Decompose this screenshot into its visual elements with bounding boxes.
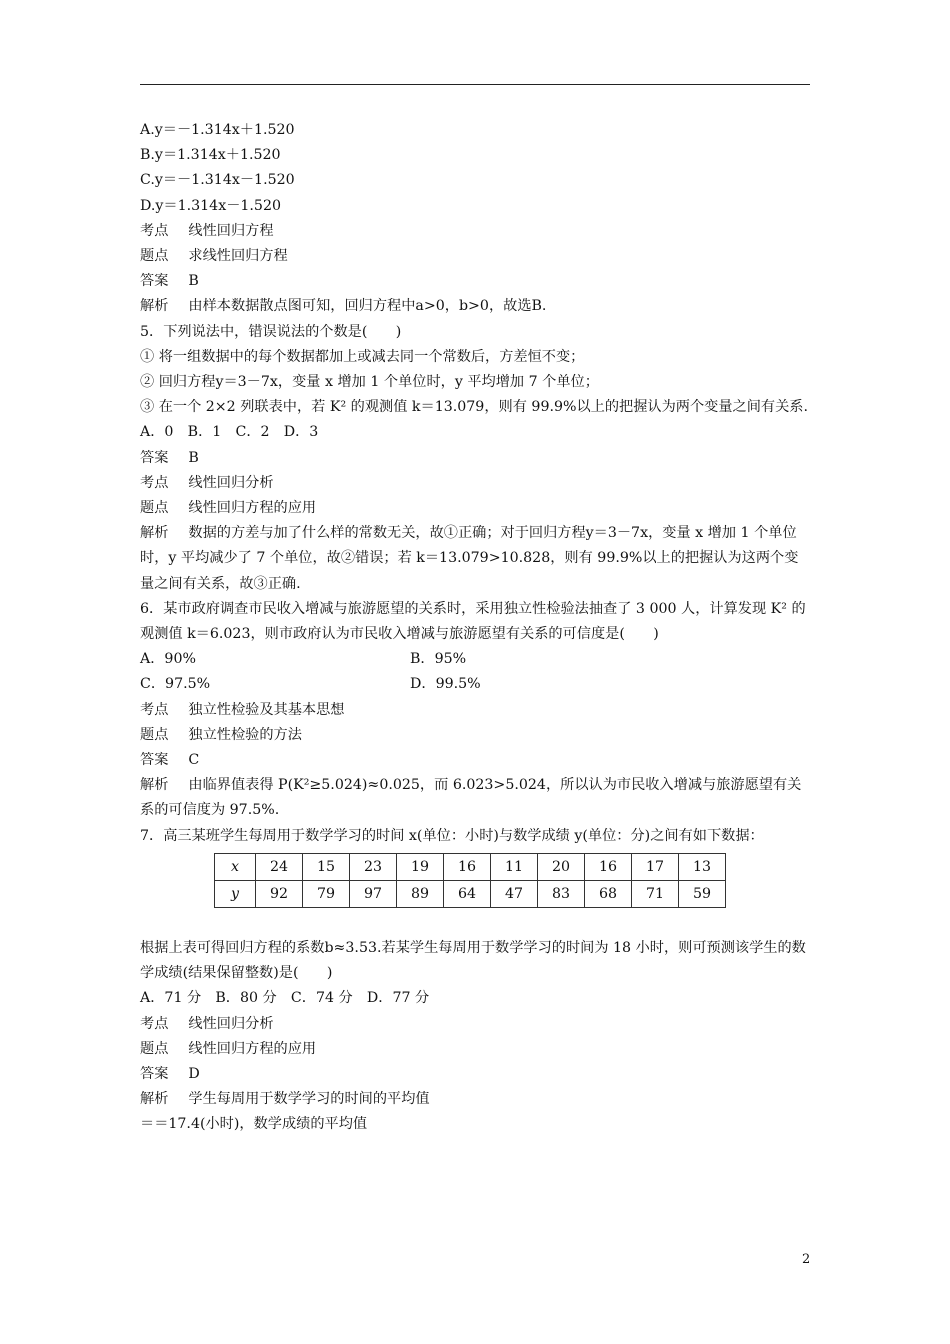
q6-kaodian: 考点 独立性检验及其基本思想 [140, 701, 345, 718]
q5-statement-2: ② 回归方程y＝3－7x，变量 x 增加 1 个单位时，y 平均增加 7 个单位； [140, 374, 599, 391]
q6-options-row-2 [140, 672, 812, 697]
q6-option-d: D．99.5% [410, 676, 481, 693]
q6-answer: 答案 C [140, 752, 200, 769]
table-cell: 59 [679, 880, 726, 907]
q7-data-table [214, 853, 726, 908]
q4-option-d: D.y＝1.314x－1.520 [140, 197, 282, 214]
header-rule [140, 84, 810, 85]
q6-tidian: 题点 独立性检验的方法 [140, 726, 302, 743]
q7-after-table: 根据上表可得回归方程的系数b≈3.53.若某学生每周用于数学学习的时间为 18 小时，则可预测该学生的数学成绩(结果保留整数)是( ) [140, 939, 806, 982]
table-cell: 23 [350, 853, 397, 880]
table-cell: 13 [679, 853, 726, 880]
table-header-x: x [215, 853, 256, 880]
page-number: 2 [802, 1252, 811, 1267]
table-cell: 64 [444, 880, 491, 907]
table-cell: 89 [397, 880, 444, 907]
q7-stem: 7．高三某班学生每周用于数学学习的时间 x(单位：小时)与数学成绩 y(单位：分)之间有如下数据： [140, 827, 764, 844]
q6-jiexi: 解析 由临界值表得 P(K²≥5.024)≈0.025，而 6.023>5.024，所以认为市民收入增减与旅游愿望有关系的可信度为 97.5%. [140, 777, 802, 819]
q4-answer: 答案 B [140, 273, 199, 290]
q6-option-a: A．90% [140, 651, 196, 668]
table-cell: 20 [538, 853, 585, 880]
table-cell: 16 [585, 853, 632, 880]
q6-option-b: B．95% [410, 651, 467, 668]
table-cell: 19 [397, 853, 444, 880]
q5-statement-1: ① 将一组数据中的每个数据都加上或减去同一个常数后，方差恒不变； [140, 348, 585, 365]
table-cell: 47 [491, 880, 538, 907]
q7-tidian: 题点 线性回归方程的应用 [140, 1040, 317, 1057]
q4-kaodian: 考点 线性回归方程 [140, 222, 274, 239]
q7-last-line: ＝＝17.4(小时)，数学成绩的平均值 [140, 1116, 368, 1133]
table-cell: 97 [350, 880, 397, 907]
table-header-y: y [215, 880, 256, 907]
q5-tidian: 题点 线性回归方程的应用 [140, 500, 317, 517]
q7-choices: A．71 分 B．80 分 C．74 分 D．77 分 [140, 990, 430, 1007]
table-cell: 11 [491, 853, 538, 880]
q7-answer: 答案 D [140, 1065, 200, 1082]
q5-statement-3: ③ 在一个 2×2 列联表中，若 K² 的观测值 k＝13.079，则有 99.9%以上的把握认为两个变量之间有关系. [140, 399, 808, 416]
spacer [140, 914, 812, 936]
table-cell: 17 [632, 853, 679, 880]
table-cell: 92 [256, 880, 303, 907]
table-cell: 68 [585, 880, 632, 907]
q5-jiexi: 解析 数据的方差与加了什么样的常数无关，故①正确；对于回归方程y＝3－7x，变量 x 增加 1 个单位时，y 平均减少了 7 个单位，故②错误；若 k＝13.079>10.828，则有 99.9%以上的把握认为这两个变量之间有关系，故③正确. [140, 525, 799, 592]
q6-options-row-1 [140, 647, 812, 672]
q4-option-b: B.y＝1.314x＋1.520 [140, 147, 281, 164]
q7-kaodian: 考点 线性回归分析 [140, 1015, 274, 1032]
document-body [140, 118, 812, 1138]
table-cell: 15 [303, 853, 350, 880]
q6-stem: 6．某市政府调查市民收入增减与旅游愿望的关系时，采用独立性检验法抽查了 3 000 人，计算发现 K² 的观测值 k＝6.023，则市政府认为市民收入增减与旅游愿望有关系的可信度是( ) [140, 600, 806, 643]
q4-option-c: C.y＝－1.314x－1.520 [140, 172, 295, 189]
q5-choices: A．0 B．1 C．2 D．3 [140, 424, 319, 441]
q7-table-row-x [215, 853, 726, 880]
q5-answer: 答案 B [140, 449, 199, 466]
q5-kaodian: 考点 线性回归分析 [140, 474, 274, 491]
table-cell: 16 [444, 853, 491, 880]
table-cell: 83 [538, 880, 585, 907]
q4-option-a: A.y＝－1.314x＋1.520 [140, 122, 295, 138]
q7-jiexi: 解析 学生每周用于数学学习的时间的平均值 [140, 1091, 430, 1108]
table-cell: 79 [303, 880, 350, 907]
table-cell: 71 [632, 880, 679, 907]
q6-option-c: C．97.5% [140, 676, 211, 693]
q5-stem: 5．下列说法中，错误说法的个数是( ) [140, 323, 402, 340]
q4-jiexi: 解析 由样本数据散点图可知，回归方程中a>0，b>0，故选B. [140, 298, 547, 315]
q7-table-row-y [215, 880, 726, 907]
q4-tidian: 题点 求线性回归方程 [140, 248, 288, 265]
table-cell: 24 [256, 853, 303, 880]
